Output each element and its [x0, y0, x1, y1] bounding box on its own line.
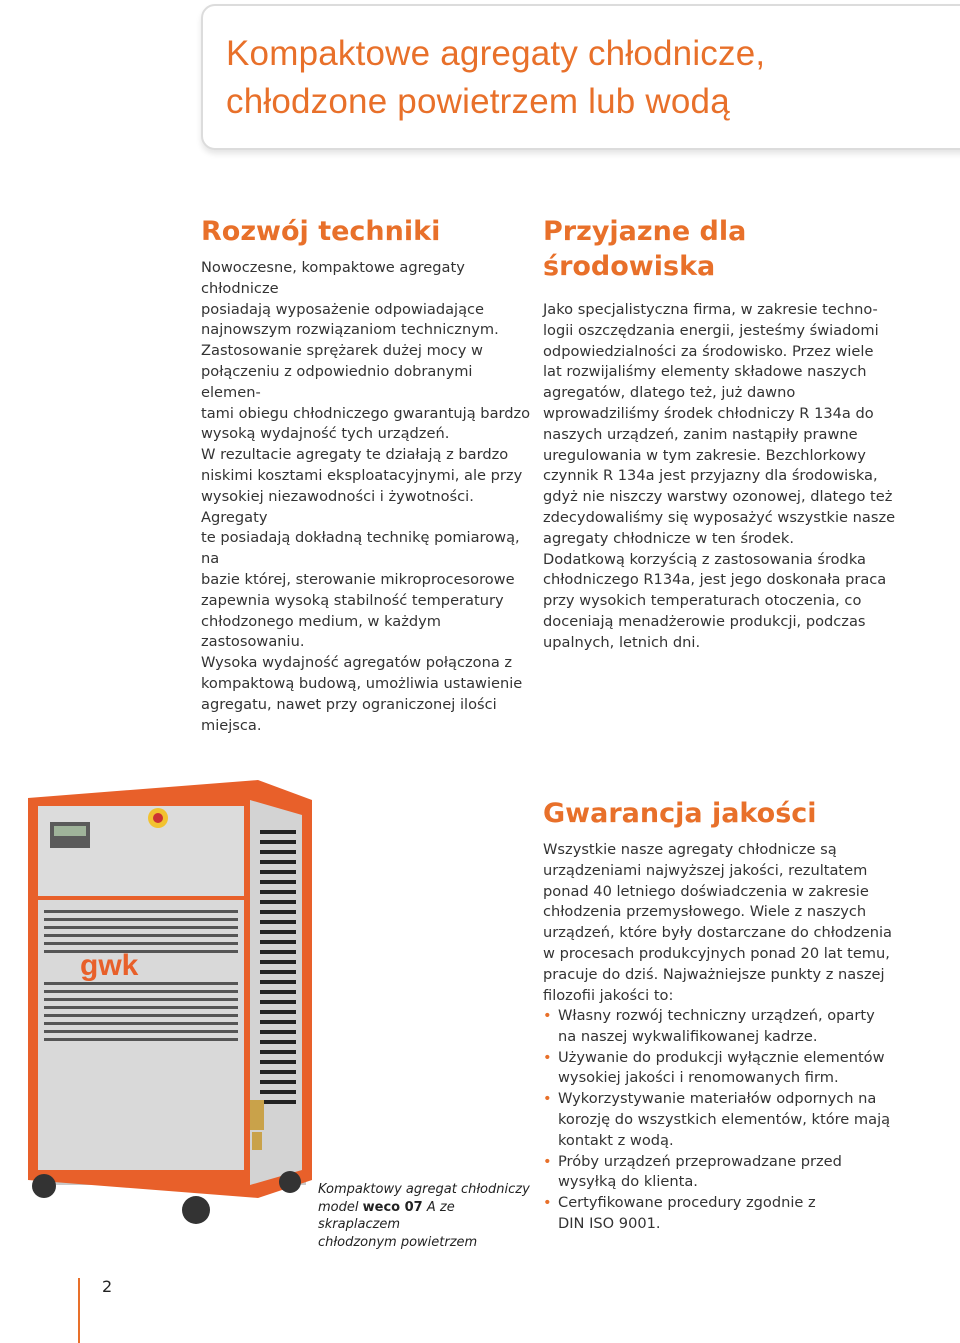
product-image-chiller — [20, 770, 320, 1230]
caption-line-2: model weco 07 A ze skraplaczem — [318, 1199, 455, 1232]
paragraph-gwarancja-jakosci: Wszystkie nasze agregaty chłodnicze są urządzeniami najwyższej jakości, rezultatem ponad 40 letniego doświadczenia w zakresie chłodzenia przemysłowego. Wiele z naszych urządzeń, które były dostarczane do chłodzenia w procesach produkcyjnych ponad 20 lat temu, pracuje do dziś. Najważniejsze punkty z naszej filozofii jakości to: — [543, 841, 892, 1004]
heading-rozwoj-techniki: Rozwój techniki — [201, 216, 441, 247]
heading-srodowisko-line-1: Przyjazne dla — [543, 216, 747, 247]
bullet-dot: • — [543, 1007, 552, 1024]
page-number-rule — [78, 1278, 80, 1343]
heading-gwarancja-jakosci: Gwarancja jakości — [543, 798, 817, 829]
bullet-dot: • — [543, 1194, 552, 1212]
heading-srodowisko-line-2: środowiska — [543, 251, 716, 282]
bullet-item: • Wykorzystywanie materiałów odpornych na korozję do wszystkich elementów, które mają kontakt z wodą. — [543, 1090, 891, 1149]
bullet-item: • Certyfikowane procedury zgodnie z DIN ISO 9001. — [543, 1194, 816, 1232]
bullet-dot: • — [543, 1090, 552, 1108]
caption-line-3: chłodzonym powietrzem — [318, 1234, 478, 1250]
paragraph-rozwoj-techniki: Nowoczesne, kompaktowe agregaty chłodnicze posiadają wyposażenie odpowiadające najnowszym rozwiązaniom technicznym. Zastosowanie sprężarek dużej mocy w połączeniu z odpowiednio dobranymi elemen- tami obiegu chłodniczego gwarantują bardzo wysoką wydajność tych urządzeń. W rezultacie agregaty te działają z bardzo niskimi kosztami eksploatacyjnymi, ale przy wysokiej niezawodności i żywotności. Agregaty te posiadają dokładną technikę pomiarową, na bazie której, sterowanie mikroprocesorowe zapewnia wysoką stabilność temperatury chłodzonego medium, w każdym zastosowaniu. Wysoka wydajność agregatów połączona z kompaktową budową, umożliwia ustawienie agregatu, nawet przy ograniczonej ilości miejsca. — [201, 259, 531, 734]
bullet-item: • Używanie do produkcji wyłącznie elementów wysokiej jakości i renomowanych firm. — [543, 1048, 885, 1087]
product-caption — [318, 1181, 538, 1251]
caption-model-name: weco 07 — [362, 1199, 423, 1215]
page-title-line-2: chłodzone powietrzem lub wodą — [226, 82, 730, 121]
bullet-dot: • — [543, 1048, 552, 1066]
page-number: 2 — [102, 1277, 113, 1296]
bullet-item: • Próby urządzeń przeprowadzane przed wysyłką do klienta. — [543, 1152, 842, 1191]
product-logo: gwk — [80, 949, 139, 982]
paragraph-srodowisko: Jako specjalistyczna firma, w zakresie techno- logii oszczędzania energii, jesteśmy świadomi odpowiedzialności za środowisko. Przez wiele lat rozwijaliśmy elementy składowe naszych agregatów, dlatego też, już dawno wprowadziliśmy środek chłodniczy R 134a do naszych urządzeń, zanim nastąpiły prawne uregulowania w tym zakresie. Bezchlorkowy czynnik R 134a jest przyjazny dla środowiska, gdyż nie niszczy warstwy ozonowej, dlatego też zdecydowaliśmy się wyposażyć wszystkie nasze agregaty chłodnicze w ten środek. Dodatkową korzyścią z zastosowania środka chłodniczego R134a, jest jego doskonała praca przy wysokich temperaturach otoczenia, co doceniają menadżerowie produkcji, podczas upalnych, letnich dni. — [543, 301, 896, 651]
bullet-item: • Własny rozwój techniczny urządzeń, oparty na naszej wykwalifikowanej kadrze. — [543, 1007, 875, 1045]
bullet-dot: • — [543, 1152, 552, 1170]
quality-bullet-list — [543, 1006, 943, 1235]
page-title-line-1: Kompaktowe agregaty chłodnicze, — [226, 34, 766, 73]
caption-line-1: Kompaktowy agregat chłodniczy — [318, 1182, 530, 1197]
title-box — [201, 4, 960, 150]
